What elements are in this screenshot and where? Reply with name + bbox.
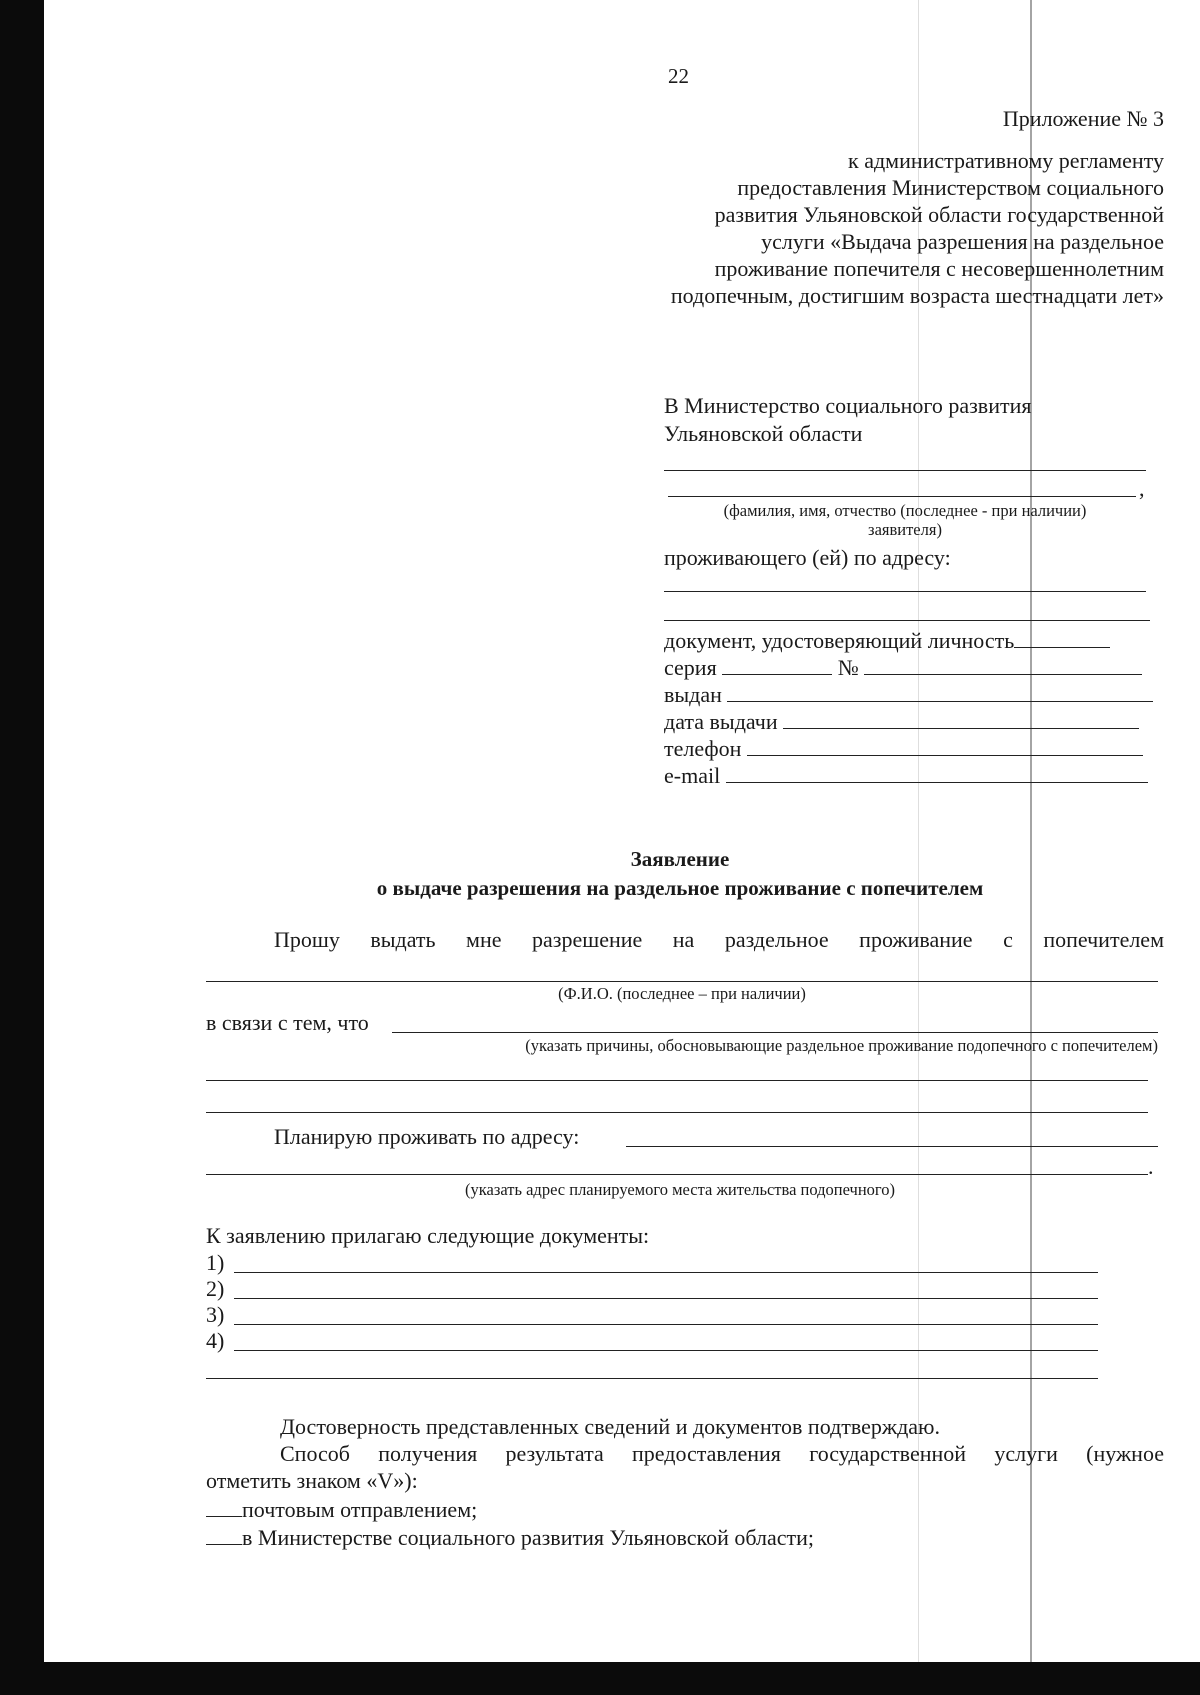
option-ministry[interactable] [206, 1524, 814, 1551]
header-line: подопечным, достигшим возраста шестнадцати лет» [670, 283, 1164, 308]
attachment-blank-line[interactable] [234, 1350, 1098, 1351]
method-text: отметить знаком «V»): [206, 1468, 418, 1493]
header-line: к административному регламенту [848, 148, 1164, 173]
address-hint: (указать адрес планируемого места жительства подопечного) [464, 1180, 896, 1199]
header-line: предоставления Министерством социального [737, 175, 1164, 200]
scan-edge-left [0, 0, 44, 1695]
address-blank-line[interactable] [664, 591, 1146, 592]
attachments-title: К заявлению прилагаю следующие документы: [206, 1223, 650, 1248]
fio-blank-line[interactable] [668, 496, 1136, 497]
plan-address-label: Планирую проживать по адресу: [274, 1124, 580, 1149]
attachment-blank-line[interactable] [234, 1324, 1098, 1325]
option-label: почтовым отправлением; [242, 1497, 478, 1522]
issued-row: выдан [664, 681, 1153, 708]
address-blank-line[interactable] [664, 620, 1150, 621]
reason-blank-line[interactable] [392, 1032, 1158, 1033]
option-mail[interactable] [206, 1496, 477, 1523]
issue-date-row: дата выдачи [664, 708, 1139, 735]
comma: , [1139, 476, 1145, 501]
document-subtitle: о выдаче разрешения на раздельное проживание с попечителем [376, 876, 984, 900]
header-line: проживание попечителя с несовершеннолетним [714, 256, 1164, 281]
header-line: развития Ульяновской области государственной [714, 202, 1164, 227]
fio-hint: заявителя) [868, 520, 942, 539]
fio-hint: (фамилия, имя, отчество (последнее - при наличии) [723, 501, 1087, 520]
series-row: серия № [664, 654, 1142, 681]
checkbox-blank[interactable] [206, 1496, 242, 1517]
option-label: в Министерстве социального развития Ульяновской области; [242, 1525, 814, 1550]
attachment-blank-line[interactable] [234, 1272, 1098, 1273]
scan-edge-bottom [0, 1662, 1200, 1695]
attachment-item-label: 1) [206, 1250, 225, 1275]
attachment-item-label: 4) [206, 1328, 225, 1353]
phone-row: телефон [664, 735, 1143, 762]
header-line: услуги «Выдача разрешения на раздельное [761, 229, 1164, 254]
id-doc-label: документ, удостоверяющий личность [664, 627, 1110, 654]
request-text: Прошу выдать мне разрешение на раздельное проживание с попечителем [274, 927, 1164, 952]
addressee-line: Ульяновской области [664, 421, 863, 446]
attachment-item-label: 3) [206, 1302, 225, 1327]
reason-hint: (указать причины, обосновывающие раздельное проживание подопечного с попечителем) [525, 1036, 1158, 1055]
attachment-item-label: 2) [206, 1276, 225, 1301]
confirm-text: Достоверность представленных сведений и документов подтверждаю. [280, 1414, 940, 1439]
period: . [1148, 1154, 1154, 1179]
checkbox-blank[interactable] [206, 1524, 242, 1545]
reason-label: в связи с тем, что [206, 1010, 369, 1035]
plan-address-blank-line[interactable] [206, 1174, 1148, 1175]
email-row: e-mail [664, 762, 1148, 789]
reason-blank-line[interactable] [206, 1112, 1148, 1113]
reason-blank-line[interactable] [206, 1080, 1148, 1081]
addressee-line: В Министерство социального развития [664, 393, 1032, 418]
fio-blank-line[interactable] [664, 470, 1146, 471]
page-number: 22 [668, 64, 689, 88]
appendix-label: Приложение № 3 [1002, 106, 1164, 131]
attachment-blank-line[interactable] [234, 1298, 1098, 1299]
residing-label: проживающего (ей) по адресу: [664, 545, 951, 570]
document-title: Заявление [630, 847, 730, 871]
guardian-fio-hint: (Ф.И.О. (последнее – при наличии) [558, 984, 806, 1003]
plan-address-blank-line[interactable] [626, 1146, 1158, 1147]
attachment-blank-line[interactable] [206, 1378, 1098, 1379]
method-text: Способ получения результата предоставления государственной услуги (нужное [280, 1441, 1164, 1466]
guardian-fio-line[interactable] [206, 981, 1158, 982]
